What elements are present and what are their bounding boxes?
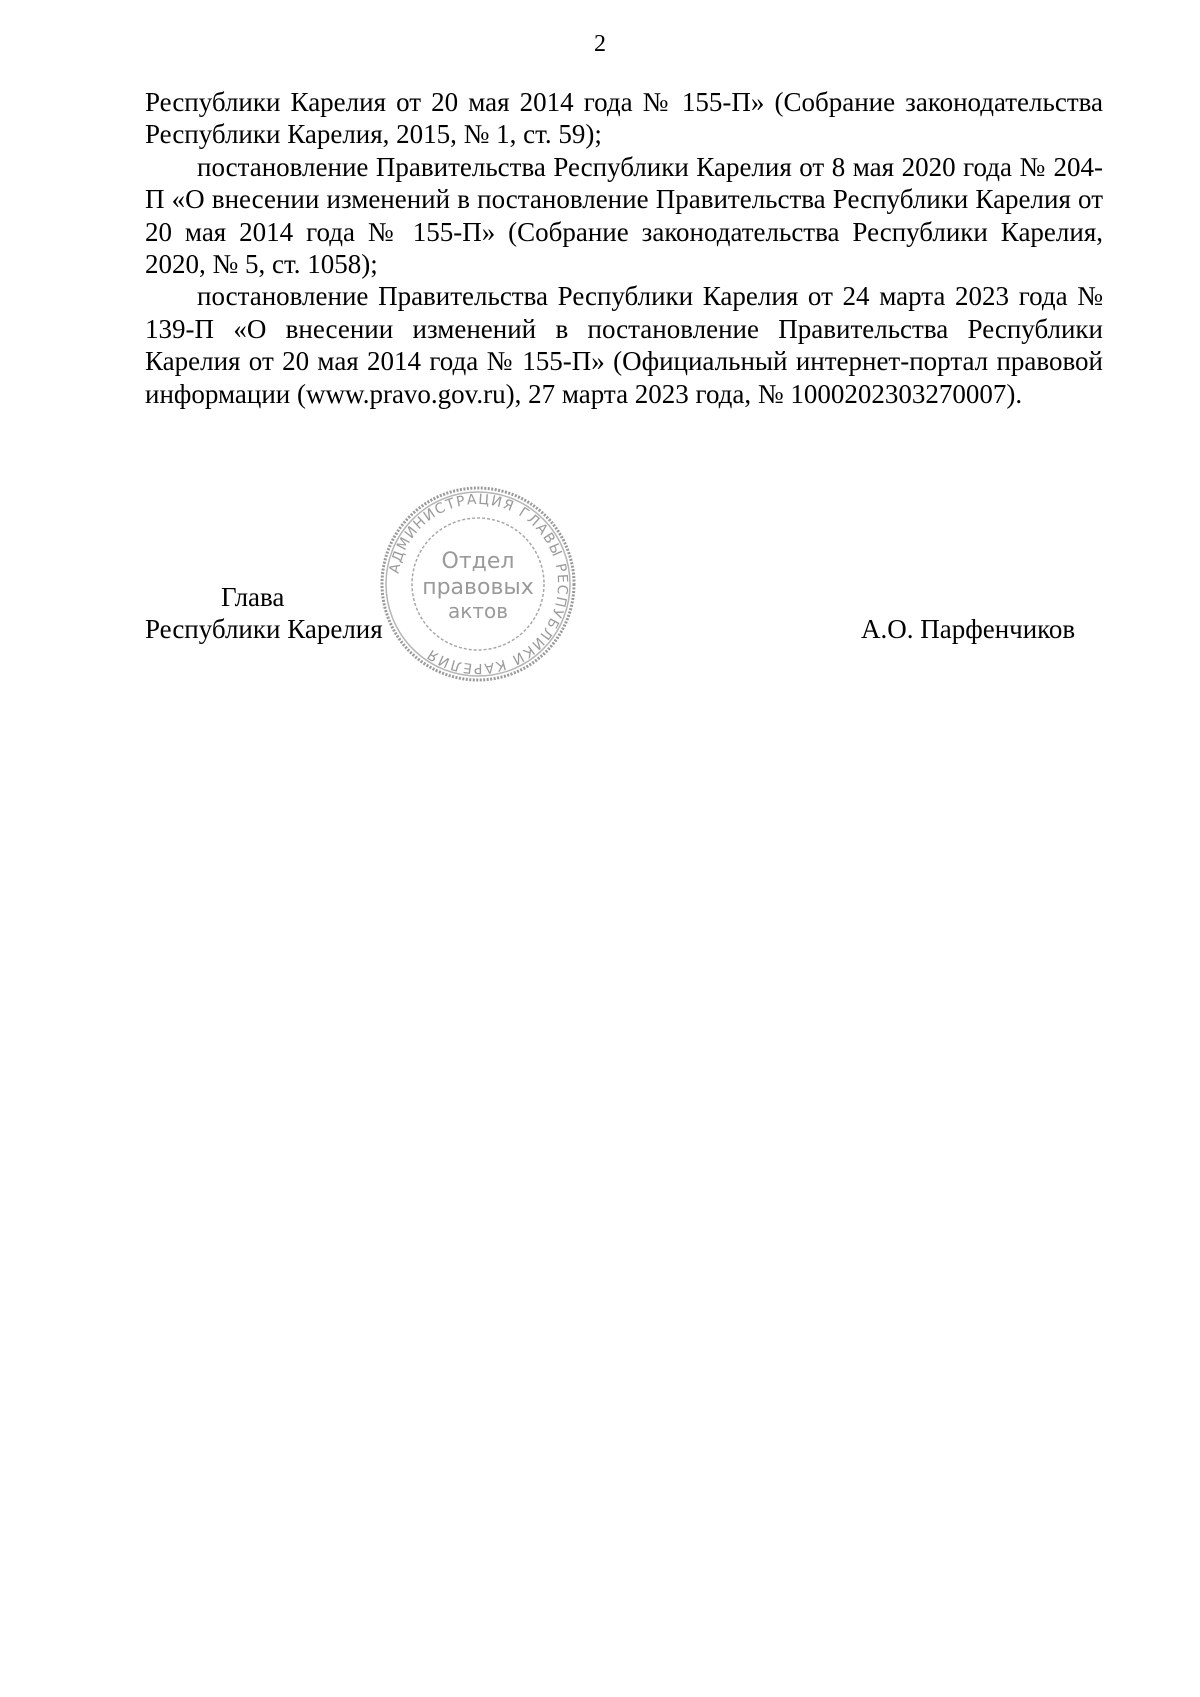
signature-name: А.О. Парфенчиков <box>861 614 1076 644</box>
stamp-center-line-3: актов <box>447 599 509 623</box>
official-stamp <box>378 484 578 684</box>
signature-organization: Республики Карелия <box>145 614 383 644</box>
paragraph-resolution-2020: постановление Правительства Республики Карелия от 8 мая 2020 года № 204-П «О внесении изменений в постановление Правительства Республики Карелия от 20 мая 2014 года № 155-П» (Собрание законодательства Республики Карелия, 2020, № 5, ст. 1058); <box>145 151 1103 280</box>
signature-title: Глава <box>221 582 285 612</box>
document-body <box>145 86 1103 410</box>
paragraph-resolution-2023: постановление Правительства Республики Карелия от 24 марта 2023 года № 139-П «О внесении изменений в постановление Правительства Республики Карелия от 20 мая 2014 года № 155-П» (Официальный интернет-портал правовой информации (www.pravo.gov.ru), 27 марта 2023 года, № 1000202303270007). <box>145 281 1103 409</box>
stamp-center-line-1: Отдел <box>441 549 515 574</box>
page-number: 2 <box>594 31 606 57</box>
stamp-ring-text-path: АДМИНИСТРАЦИЯ ГЛАВЫ РЕСПУБЛИКИ КАРЕЛИЯ <box>386 491 571 677</box>
paragraph-continuation: Республики Карелия от 20 мая 2014 года № 155-П» (Собрание законодательства Республики Карелия, 2015, № 1, ст. 59); <box>145 87 1103 150</box>
stamp-center-line-2: правовых <box>422 575 534 600</box>
